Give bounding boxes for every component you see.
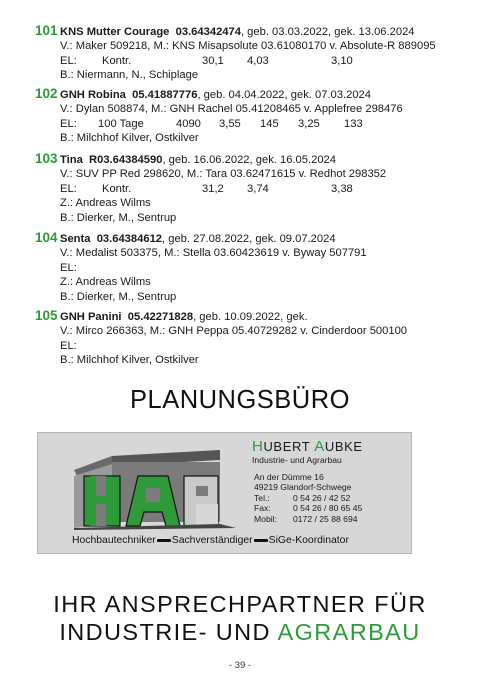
tagline-item: SiGe-Koordinator: [268, 535, 349, 546]
address-city: 49219 Glandorf-Schwege: [254, 482, 352, 493]
entry-number: 104: [35, 230, 58, 245]
company-address: [254, 472, 363, 525]
company-first-rest: UBERT: [263, 439, 311, 454]
breeder-line: B.: Dierker, M., Sentrup: [60, 211, 177, 224]
contact-label: Fax:: [254, 503, 271, 514]
separator-dash: [157, 539, 171, 542]
contact-tel: [254, 493, 363, 504]
animal-dates: , geb. 16.06.2022, gek. 16.05.2024: [162, 154, 336, 166]
slogan-line-2-main: INDUSTRIE- UND: [59, 619, 278, 645]
animal-dates: , geb. 03.03.2022, gek. 13.06.2024: [240, 26, 415, 38]
company-name: [252, 438, 363, 455]
el-value: 3,38: [331, 182, 353, 195]
owner-line: Z.: Andreas Wilms: [60, 197, 151, 210]
entry-number: 101: [35, 23, 58, 38]
company-info: [252, 438, 363, 525]
parents-line: V.: Dylan 508874, M.: GNH Rachel 05.41208465 v. Applefree 298476: [60, 103, 403, 116]
parents-line: V.: SUV PP Red 298620, M.: Tara 03.62471615 v. Redhot 298352: [60, 168, 387, 181]
entry-103: [35, 152, 465, 225]
performance-row: [60, 54, 465, 68]
el-value: Kontr.: [102, 182, 132, 195]
page-number: - 39 -: [228, 660, 252, 671]
animal-dates: , geb. 27.08.2022, gek. 09.07.2024: [162, 233, 336, 245]
animal-dates: , geb. 04.04.2022, gek. 07.03.2024: [197, 89, 371, 101]
animal-id: 03.64342474: [175, 26, 241, 38]
animal-id: R03.64384590: [89, 154, 163, 166]
tagline-item: Hochbautechniker: [72, 535, 156, 546]
address-street: An der Dümme 16: [254, 471, 324, 482]
performance-row: [60, 261, 465, 275]
performance-row: [60, 117, 465, 131]
animal-name: Senta: [60, 233, 91, 245]
performance-row: [60, 339, 465, 353]
entry-header: [35, 152, 465, 167]
logo-text: HAP: [72, 448, 75, 449]
el-value: 4090: [176, 117, 201, 130]
animal-name: GNH Robina: [60, 89, 126, 101]
owner-line: Z.: Andreas Wilms: [60, 276, 151, 289]
animal-name: GNH Panini: [60, 311, 122, 323]
el-value: 3,10: [331, 54, 353, 67]
el-value: 30,1: [202, 54, 224, 67]
slogan-line-1: IHR ANSPRECHPARTNER FÜR: [53, 591, 427, 617]
contact-label: Mobil:: [254, 513, 277, 524]
ad-tagline: [72, 535, 349, 546]
el-value: 100 Tage: [98, 117, 144, 130]
contact-mobile: [254, 514, 363, 525]
entry-101: [35, 24, 465, 83]
entry-header: [35, 24, 465, 39]
entry-header: [35, 231, 465, 246]
el-value: 145: [260, 117, 279, 130]
entry-104: [35, 231, 465, 304]
el-label: EL:: [60, 339, 77, 352]
entry-102: [35, 87, 465, 146]
el-value: Kontr.: [102, 54, 132, 67]
animal-id: 05.42271828: [127, 311, 194, 323]
parents-line: V.: Maker 509218, M.: KNS Misapsolute 03.61080170 v. Absolute-R 889095: [60, 40, 436, 53]
entry-number: 102: [35, 86, 58, 101]
el-label: EL:: [60, 117, 77, 130]
contact-value: 0 54 26 / 42 52: [293, 492, 351, 503]
animal-id: 05.41887776: [132, 89, 198, 101]
breeder-line: B.: Dierker, M., Sentrup: [60, 290, 177, 303]
performance-row: [60, 182, 465, 196]
el-label: EL:: [60, 182, 77, 195]
company-initial-a: A: [314, 438, 325, 455]
animal-dates: , geb. 10.09.2022, gek.: [193, 311, 308, 323]
entry-105: [35, 309, 465, 368]
hap-logo-icon: [72, 448, 236, 530]
company-last-rest: UBKE: [324, 439, 363, 454]
animal-name: KNS Mutter Courage: [60, 26, 170, 38]
el-value: 3,25: [298, 117, 320, 130]
tagline-item: Sachverständiger: [171, 535, 253, 546]
breeder-line: B.: Milchhof Kilver, Ostkilver: [60, 354, 199, 367]
el-value: 31,2: [202, 182, 224, 195]
contact-label: Tel.:: [254, 492, 270, 503]
entry-header: [35, 309, 465, 324]
el-label: EL:: [60, 261, 77, 274]
separator-dash: [254, 539, 268, 542]
contact-value: 0 54 26 / 80 65 45: [293, 503, 363, 514]
company-subtitle: Industrie- und Agrarbau: [252, 455, 342, 465]
el-value: 3,55: [219, 117, 241, 130]
parents-line: V.: Mirco 266363, M.: GNH Peppa 05.40729282 v. Cinderdoor 500100: [60, 325, 408, 338]
el-value: 3,74: [247, 182, 269, 195]
company-initial-h: H: [252, 438, 264, 455]
animal-id: 03.64384612: [96, 233, 163, 245]
parents-line: V.: Medalist 503375, M.: Stella 03.60423619 v. Byway 507791: [60, 247, 367, 260]
el-label: EL:: [60, 54, 77, 67]
contact-fax: [254, 503, 363, 514]
advertisement: [37, 432, 412, 554]
breeder-line: B.: Niermann, N., Schiplage: [60, 69, 199, 82]
entry-header: [35, 87, 465, 102]
slogan-line-2: [0, 618, 480, 646]
animal-name: Tina: [60, 154, 83, 166]
entry-number: 105: [35, 308, 58, 323]
el-value: 4,03: [247, 54, 269, 67]
contact-value: 0172 / 25 88 694: [293, 513, 358, 524]
el-value: 133: [344, 117, 363, 130]
planning-title: PLANUNGSBÜRO: [130, 386, 350, 414]
breeder-line: B.: Milchhof Kilver, Ostkilver: [60, 132, 199, 145]
entry-number: 103: [35, 151, 58, 166]
slogan: [0, 590, 480, 646]
slogan-highlight: AGRARBAU: [277, 619, 421, 645]
